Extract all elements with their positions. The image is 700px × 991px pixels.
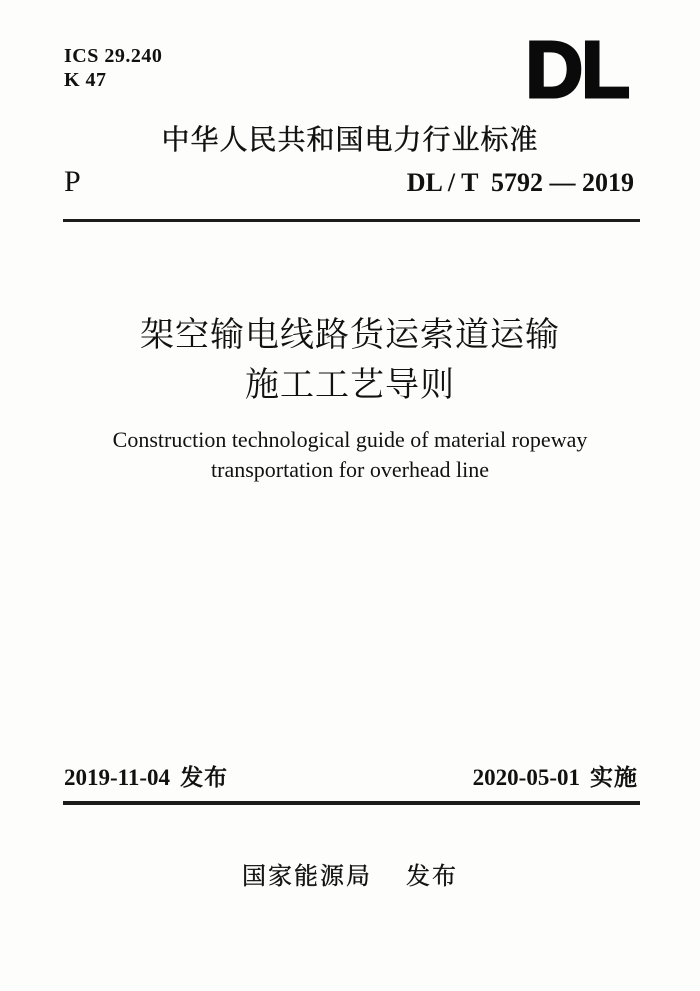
footer-rule — [63, 801, 640, 805]
standard-type-heading: 中华人民共和国电力行业标准 — [161, 124, 539, 155]
title-cn-line1: 架空输电线路货运索道运输 — [140, 317, 560, 354]
implementation-date: 2020-05-01 — [472, 765, 580, 790]
dates-row — [64, 763, 638, 792]
title-en-line2: transportation for overhead line — [211, 457, 489, 482]
title-en-line1: Construction technological guide of material ropeway — [112, 427, 588, 452]
title-cn-line2: 施工工艺导则 — [245, 367, 455, 404]
publish-label: 发布 — [406, 863, 458, 890]
implementation-date-group — [473, 763, 638, 792]
publisher-name: 国家能源局 — [242, 863, 372, 890]
ics-code: ICS 29.240 — [64, 45, 163, 67]
issue-date: 2019-11-04 — [64, 765, 171, 790]
category-letter: P — [64, 165, 81, 198]
issue-label: 发布 — [180, 764, 229, 790]
dl-logo: DL — [525, 25, 628, 114]
header-rule — [63, 219, 640, 222]
standard-number: DL / T 5792 — 2019 — [406, 168, 634, 197]
issue-date-group — [64, 763, 228, 792]
publisher-row — [0, 862, 700, 892]
implementation-label: 实施 — [590, 764, 638, 790]
classification-code: K 47 — [64, 69, 107, 91]
code-row — [64, 166, 634, 199]
ics-block — [64, 44, 162, 92]
